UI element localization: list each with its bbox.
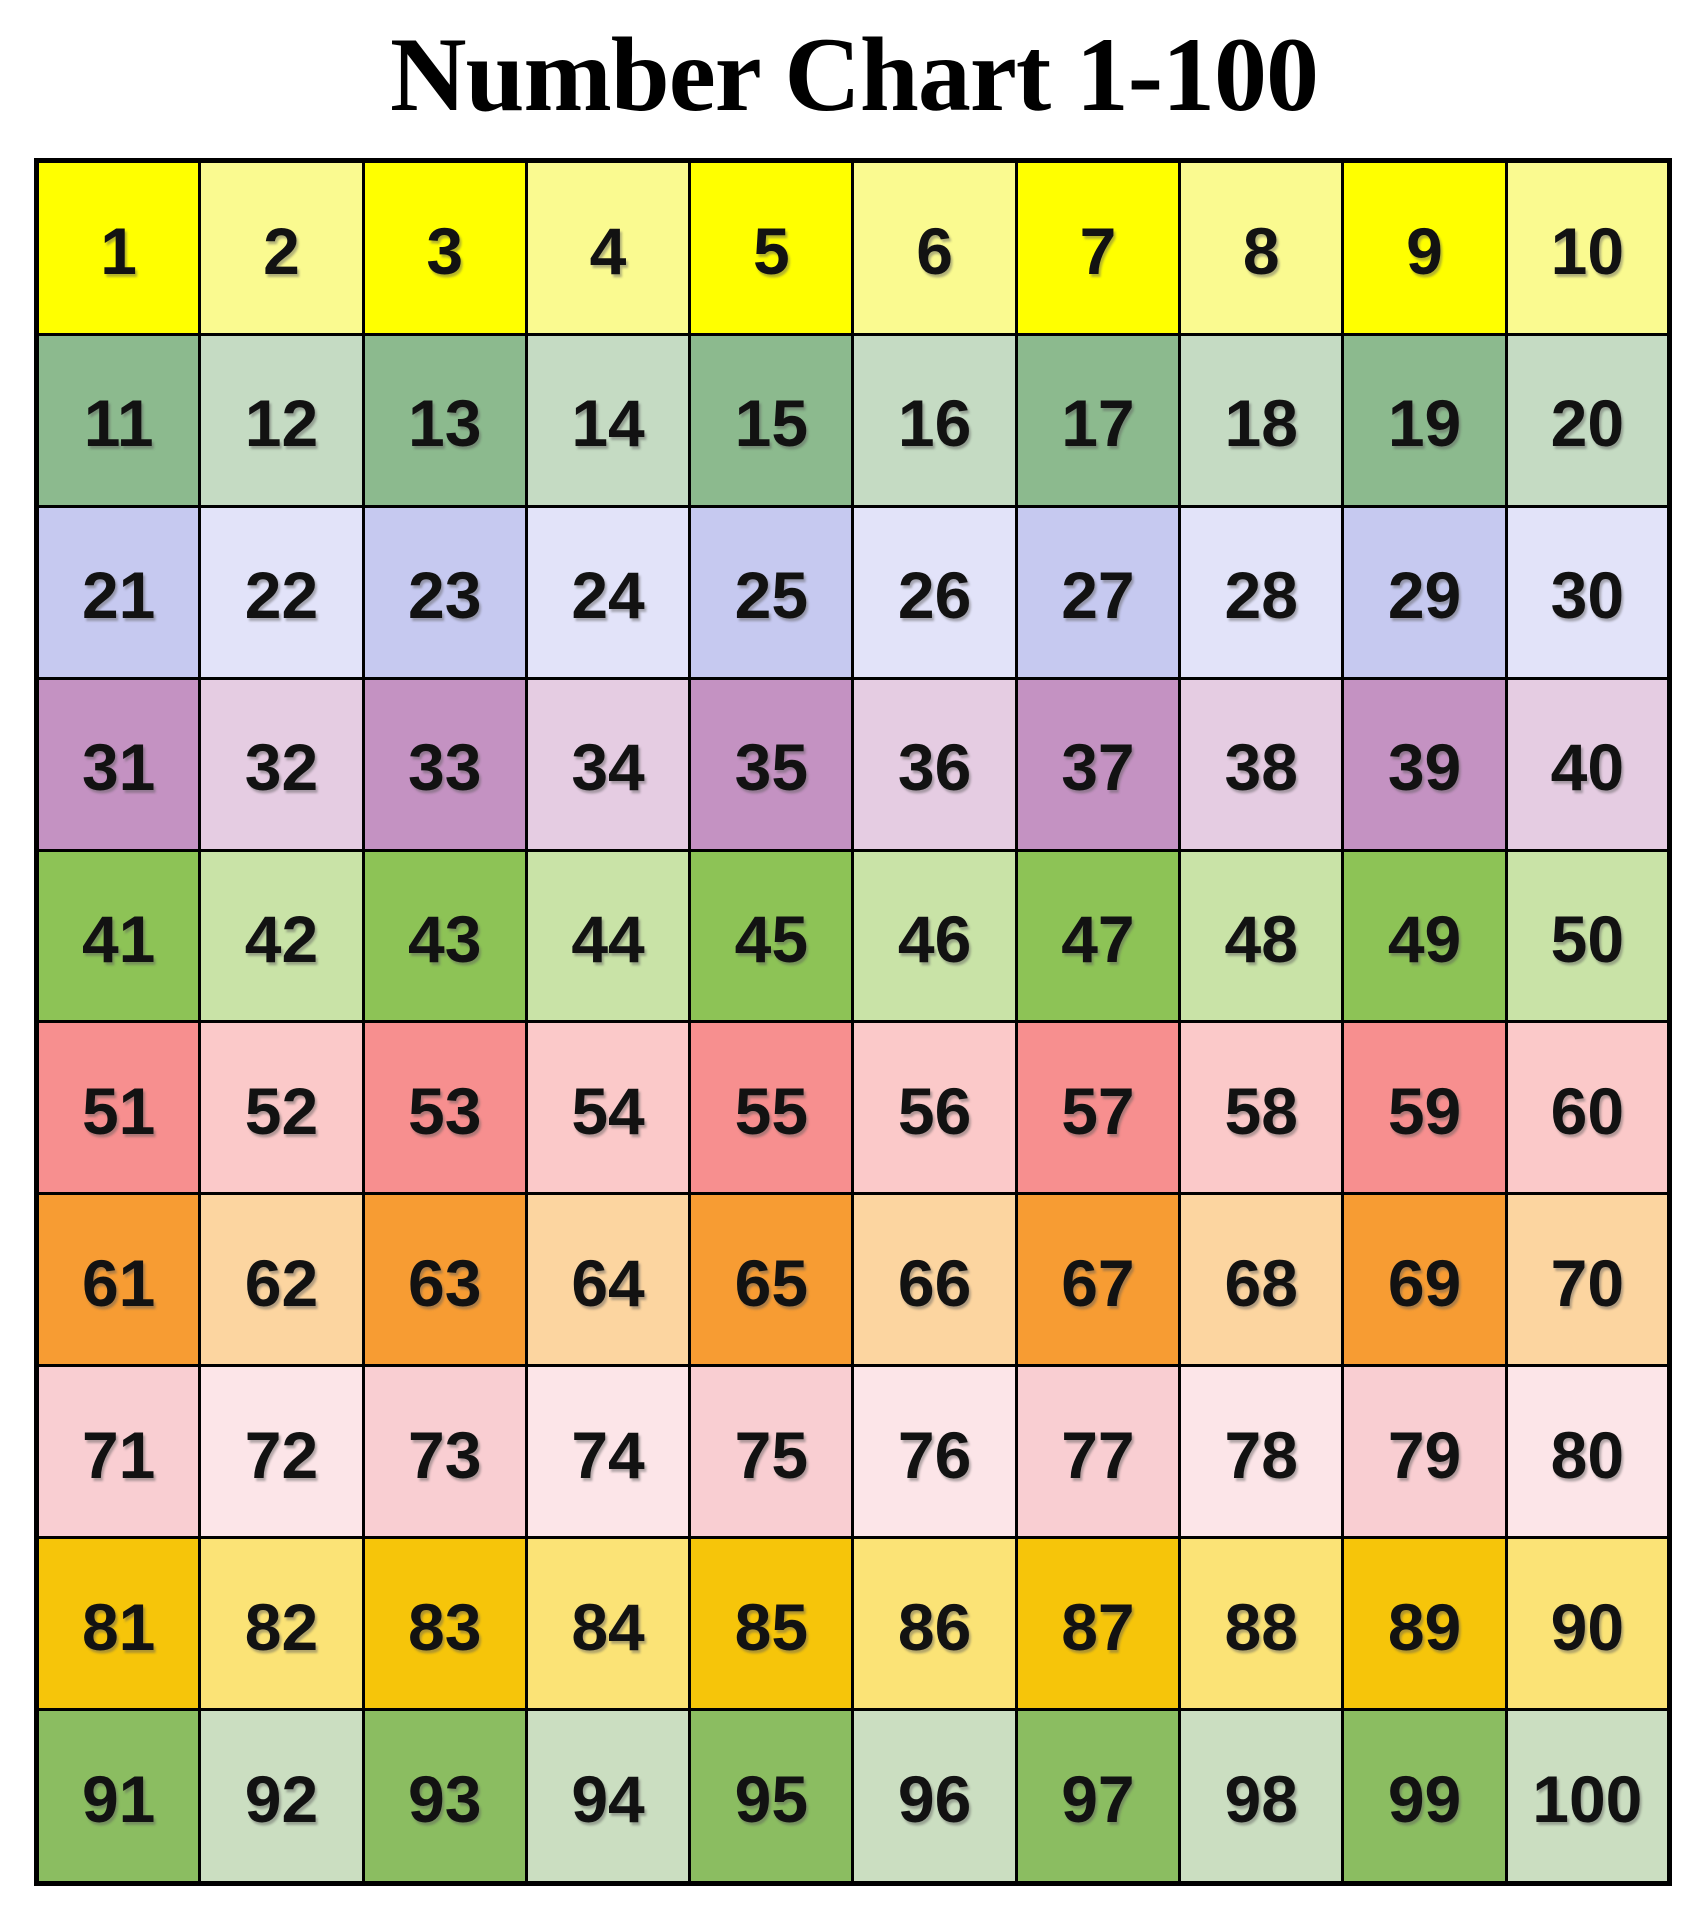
cell-88: 88 xyxy=(1180,1538,1343,1710)
cell-58: 58 xyxy=(1180,1022,1343,1194)
grid-row-7 xyxy=(37,1194,1670,1366)
cell-84: 84 xyxy=(526,1538,689,1710)
cell-10: 10 xyxy=(1506,161,1669,335)
cell-22: 22 xyxy=(200,506,363,678)
cell-66: 66 xyxy=(853,1194,1016,1366)
cell-65: 65 xyxy=(690,1194,853,1366)
cell-89: 89 xyxy=(1343,1538,1506,1710)
cell-92: 92 xyxy=(200,1710,363,1884)
cell-56: 56 xyxy=(853,1022,1016,1194)
cell-93: 93 xyxy=(363,1710,526,1884)
number-grid-body xyxy=(37,161,1670,1884)
cell-83: 83 xyxy=(363,1538,526,1710)
cell-99: 99 xyxy=(1343,1710,1506,1884)
cell-82: 82 xyxy=(200,1538,363,1710)
cell-94: 94 xyxy=(526,1710,689,1884)
cell-79: 79 xyxy=(1343,1366,1506,1538)
cell-62: 62 xyxy=(200,1194,363,1366)
cell-36: 36 xyxy=(853,678,1016,850)
cell-97: 97 xyxy=(1016,1710,1179,1884)
cell-23: 23 xyxy=(363,506,526,678)
cell-48: 48 xyxy=(1180,850,1343,1022)
cell-37: 37 xyxy=(1016,678,1179,850)
cell-17: 17 xyxy=(1016,334,1179,506)
grid-row-5 xyxy=(37,850,1670,1022)
cell-14: 14 xyxy=(526,334,689,506)
cell-67: 67 xyxy=(1016,1194,1179,1366)
cell-78: 78 xyxy=(1180,1366,1343,1538)
cell-51: 51 xyxy=(37,1022,200,1194)
cell-73: 73 xyxy=(363,1366,526,1538)
grid-row-2 xyxy=(37,334,1670,506)
cell-35: 35 xyxy=(690,678,853,850)
cell-19: 19 xyxy=(1343,334,1506,506)
cell-21: 21 xyxy=(37,506,200,678)
number-grid-container xyxy=(34,158,1672,1886)
cell-95: 95 xyxy=(690,1710,853,1884)
cell-54: 54 xyxy=(526,1022,689,1194)
cell-28: 28 xyxy=(1180,506,1343,678)
grid-row-9 xyxy=(37,1538,1670,1710)
cell-8: 8 xyxy=(1180,161,1343,335)
cell-12: 12 xyxy=(200,334,363,506)
cell-46: 46 xyxy=(853,850,1016,1022)
grid-row-10 xyxy=(37,1710,1670,1884)
cell-30: 30 xyxy=(1506,506,1669,678)
cell-11: 11 xyxy=(37,334,200,506)
grid-row-1 xyxy=(37,161,1670,335)
cell-61: 61 xyxy=(37,1194,200,1366)
cell-59: 59 xyxy=(1343,1022,1506,1194)
cell-20: 20 xyxy=(1506,334,1669,506)
cell-72: 72 xyxy=(200,1366,363,1538)
cell-74: 74 xyxy=(526,1366,689,1538)
cell-53: 53 xyxy=(363,1022,526,1194)
cell-44: 44 xyxy=(526,850,689,1022)
cell-15: 15 xyxy=(690,334,853,506)
cell-64: 64 xyxy=(526,1194,689,1366)
cell-85: 85 xyxy=(690,1538,853,1710)
cell-68: 68 xyxy=(1180,1194,1343,1366)
cell-71: 71 xyxy=(37,1366,200,1538)
grid-row-3 xyxy=(37,506,1670,678)
cell-55: 55 xyxy=(690,1022,853,1194)
cell-6: 6 xyxy=(853,161,1016,335)
cell-70: 70 xyxy=(1506,1194,1669,1366)
cell-26: 26 xyxy=(853,506,1016,678)
cell-80: 80 xyxy=(1506,1366,1669,1538)
cell-31: 31 xyxy=(37,678,200,850)
cell-91: 91 xyxy=(37,1710,200,1884)
cell-57: 57 xyxy=(1016,1022,1179,1194)
grid-row-6 xyxy=(37,1022,1670,1194)
cell-27: 27 xyxy=(1016,506,1179,678)
cell-33: 33 xyxy=(363,678,526,850)
cell-2: 2 xyxy=(200,161,363,335)
cell-43: 43 xyxy=(363,850,526,1022)
cell-42: 42 xyxy=(200,850,363,1022)
cell-69: 69 xyxy=(1343,1194,1506,1366)
cell-4: 4 xyxy=(526,161,689,335)
cell-24: 24 xyxy=(526,506,689,678)
cell-18: 18 xyxy=(1180,334,1343,506)
cell-29: 29 xyxy=(1343,506,1506,678)
cell-81: 81 xyxy=(37,1538,200,1710)
cell-50: 50 xyxy=(1506,850,1669,1022)
cell-100: 100 xyxy=(1506,1710,1669,1884)
cell-3: 3 xyxy=(363,161,526,335)
cell-75: 75 xyxy=(690,1366,853,1538)
cell-52: 52 xyxy=(200,1022,363,1194)
cell-98: 98 xyxy=(1180,1710,1343,1884)
cell-32: 32 xyxy=(200,678,363,850)
cell-5: 5 xyxy=(690,161,853,335)
cell-49: 49 xyxy=(1343,850,1506,1022)
cell-9: 9 xyxy=(1343,161,1506,335)
cell-16: 16 xyxy=(853,334,1016,506)
cell-47: 47 xyxy=(1016,850,1179,1022)
number-grid xyxy=(34,158,1672,1886)
page-title: Number Chart 1-100 xyxy=(389,16,1319,133)
cell-38: 38 xyxy=(1180,678,1343,850)
cell-7: 7 xyxy=(1016,161,1179,335)
cell-96: 96 xyxy=(853,1710,1016,1884)
cell-25: 25 xyxy=(690,506,853,678)
cell-86: 86 xyxy=(853,1538,1016,1710)
cell-77: 77 xyxy=(1016,1366,1179,1538)
grid-row-4 xyxy=(37,678,1670,850)
cell-41: 41 xyxy=(37,850,200,1022)
cell-39: 39 xyxy=(1343,678,1506,850)
cell-1: 1 xyxy=(37,161,200,335)
cell-40: 40 xyxy=(1506,678,1669,850)
cell-90: 90 xyxy=(1506,1538,1669,1710)
cell-13: 13 xyxy=(363,334,526,506)
cell-60: 60 xyxy=(1506,1022,1669,1194)
grid-row-8 xyxy=(37,1366,1670,1538)
cell-63: 63 xyxy=(363,1194,526,1366)
cell-87: 87 xyxy=(1016,1538,1179,1710)
cell-76: 76 xyxy=(853,1366,1016,1538)
cell-45: 45 xyxy=(690,850,853,1022)
cell-34: 34 xyxy=(526,678,689,850)
